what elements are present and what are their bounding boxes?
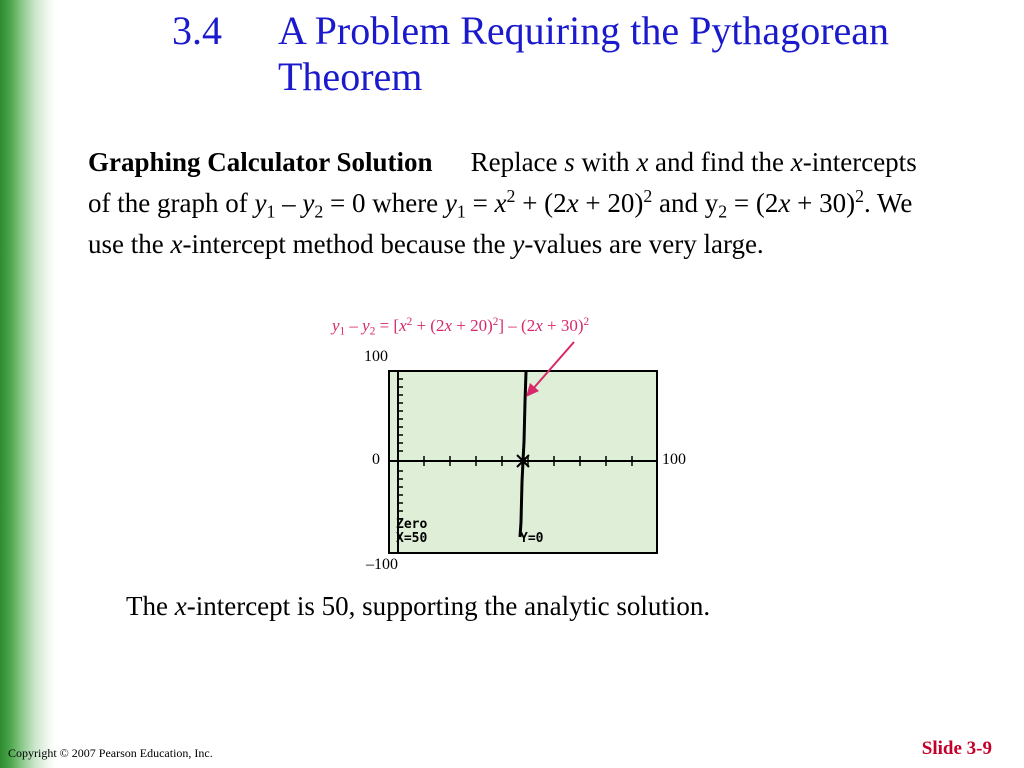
subscript: 2 [718,201,728,222]
text-run: and y [652,188,719,218]
calculator-figure [320,316,720,581]
text-run: and find the [648,147,791,177]
superscript: 2 [855,186,864,207]
text-run: The [126,591,175,621]
y-min-label: –100 [366,556,398,573]
text-run: . We use the [88,188,913,259]
var-y: y [512,229,525,259]
section-number: 3.4 [172,8,222,53]
var-x: x [174,591,187,621]
superscript: 2 [506,186,516,207]
var-y: y [302,188,315,218]
annotation-arrow [320,316,720,581]
var-x: x [636,147,649,177]
text-run: + 20) [578,188,644,218]
text-run: = [465,188,495,218]
superscript: 2 [643,186,653,207]
var-y: y [332,316,340,335]
subscript: 1 [456,201,466,222]
title-text: A Problem Requiring the Pythagorean Theorem [278,8,890,99]
text-run: – [345,316,363,335]
var-y: y [444,188,457,218]
body-paragraph [88,142,938,265]
var-x: x [170,229,183,259]
var-x: x [535,316,543,335]
superscript: 2 [406,315,413,328]
text-run: Replace [470,147,565,177]
screen-y-value: Y=0 [520,531,544,546]
text-run: – [275,188,303,218]
var-y: y [362,316,370,335]
var-x: x [778,188,791,218]
x-min-label: 0 [372,451,380,468]
subscript: 2 [369,325,376,338]
text-run: = 0 where [323,188,445,218]
var-x: x [566,188,579,218]
screen-zero-label: Zero [396,517,428,532]
var-x: x [494,188,507,218]
var-x: x [399,316,407,335]
paragraph-heading: Graphing Calculator Solution [88,147,433,177]
subscript: 1 [266,201,276,222]
text-run: ] – (2 [498,316,536,335]
var-x: x [444,316,453,335]
x-max-label: 100 [662,451,686,468]
text-run: -intercept is 50, supporting the analytic solution. [186,591,711,621]
slide-number: Slide 3-9 [921,738,992,759]
conclusion-text [126,588,710,624]
text-run: = [ [375,316,400,335]
text-run: + (2 [412,316,445,335]
text-run: + 20) [452,316,493,335]
text-run: -intercept method because the [182,229,513,259]
superscript: 2 [492,315,499,328]
text-run: + 30) [542,316,584,335]
text-run: with [574,147,637,177]
var-x: x [790,147,803,177]
copyright-footer: Copyright © 2007 Pearson Education, Inc. [8,746,213,760]
arrow-line [532,342,574,390]
y-max-label: 100 [364,348,388,365]
text-run: -values are very large. [524,229,764,259]
var-s: s [564,147,575,177]
text-run: + 30) [790,188,856,218]
screen-x-value: X=50 [396,531,428,546]
subscript: 2 [314,201,324,222]
text-run: + (2 [515,188,567,218]
text-run: -intercepts of the graph of [88,147,917,218]
sidebar-gradient [0,0,55,768]
superscript: 2 [583,315,590,328]
text-run: = (2 [727,188,779,218]
var-y: y [254,188,267,218]
subscript: 1 [339,325,346,338]
